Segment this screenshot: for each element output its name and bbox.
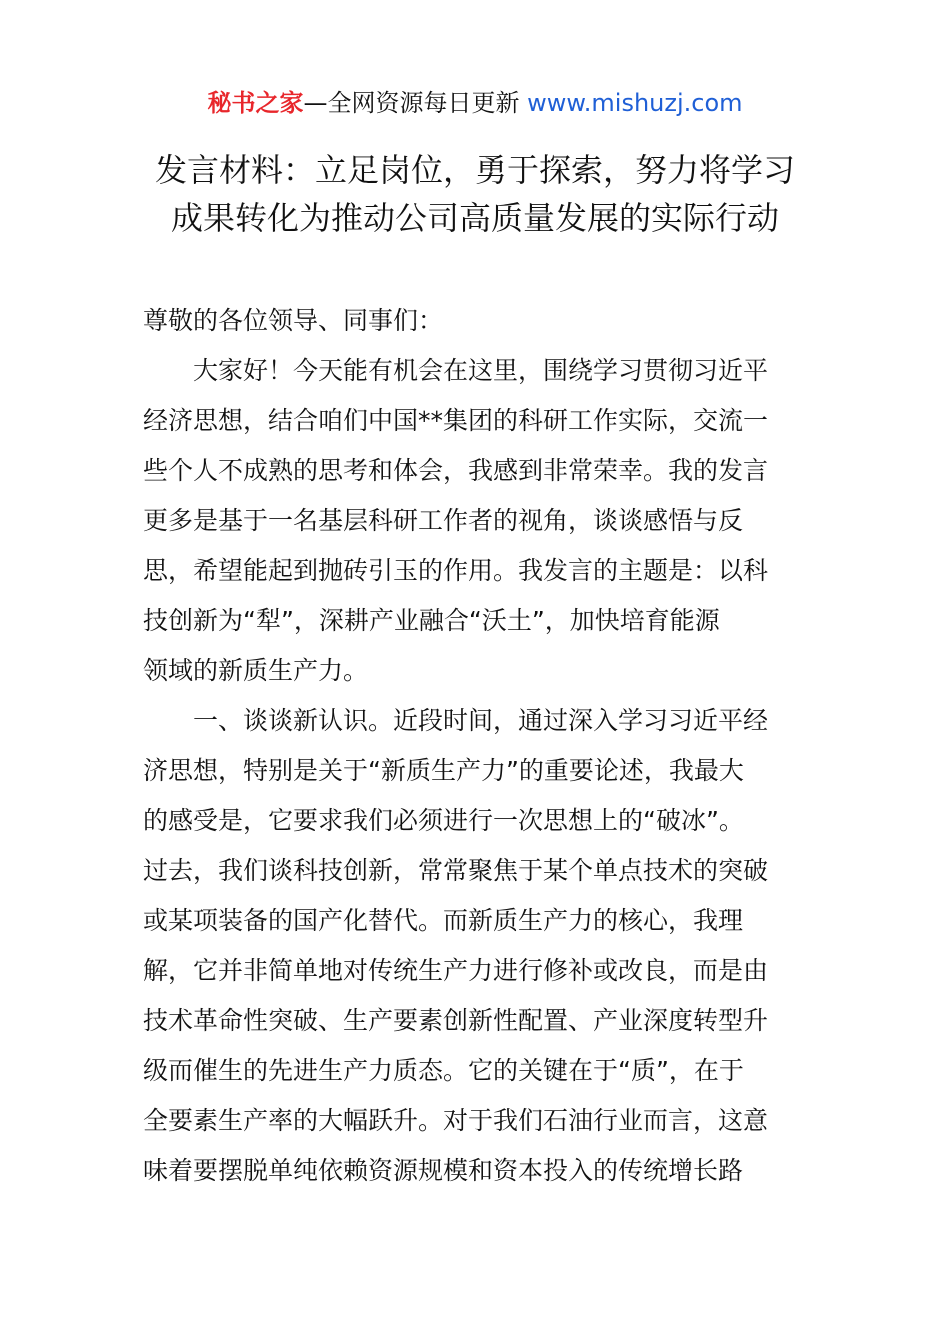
banner-tagline: —全网资源每日更新 xyxy=(303,89,520,117)
body-line: 一、谈谈新认识。近段时间，通过深入学习习近平经 xyxy=(143,706,769,735)
document-title xyxy=(100,146,850,242)
site-banner xyxy=(0,86,950,120)
body-line: 过去，我们谈科技创新，常常聚焦于某个单点技术的突破 xyxy=(143,856,769,885)
body-line: 级而催生的先进生产力质态。它的关键在于“质”，在于 xyxy=(143,1056,744,1085)
body-line: 全要素生产率的大幅跃升。对于我们石油行业而言，这意 xyxy=(143,1106,769,1135)
body-line: 或某项装备的国产化替代。而新质生产力的核心，我理 xyxy=(143,906,744,935)
body-line: 更多是基于一名基层科研工作者的视角，谈谈感悟与反 xyxy=(143,506,744,535)
title-line-2: 成果转化为推动公司高质量发展的实际行动 xyxy=(170,199,779,237)
body-line: 大家好！今天能有机会在这里，围绕学习贯彻习近平 xyxy=(143,356,769,385)
body-line: 味着要摆脱单纯依赖资源规模和资本投入的传统增长路 xyxy=(143,1156,744,1185)
body-line: 技创新为“犁”，深耕产业融合“沃土”，加快培育能源 xyxy=(143,606,720,635)
body-line: 思，希望能起到抛砖引玉的作用。我发言的主题是：以科 xyxy=(143,556,769,585)
body-line: 领域的新质生产力。 xyxy=(143,656,369,685)
body-line: 技术革命性突破、生产要素创新性配置、产业深度转型升 xyxy=(143,1006,769,1035)
document-body xyxy=(143,296,807,1196)
title-line-1: 发言材料：立足岗位，勇于探索，努力将学习 xyxy=(154,151,795,189)
salutation: 尊敬的各位领导、同事们： xyxy=(143,306,444,335)
body-line: 解，它并非简单地对传统生产力进行修补或改良，而是由 xyxy=(143,956,769,985)
site-url[interactable]: www.mishuzj.com xyxy=(527,89,743,117)
body-line: 经济思想，结合咱们中国**集团的科研工作实际，交流一 xyxy=(143,406,769,435)
body-line: 济思想，特别是关于“新质生产力”的重要论述，我最大 xyxy=(143,756,744,785)
brand-name: 秘书之家 xyxy=(207,89,304,117)
body-line: 些个人不成熟的思考和体会，我感到非常荣幸。我的发言 xyxy=(143,456,769,485)
body-line: 的感受是，它要求我们必须进行一次思想上的“破冰”。 xyxy=(143,806,744,835)
